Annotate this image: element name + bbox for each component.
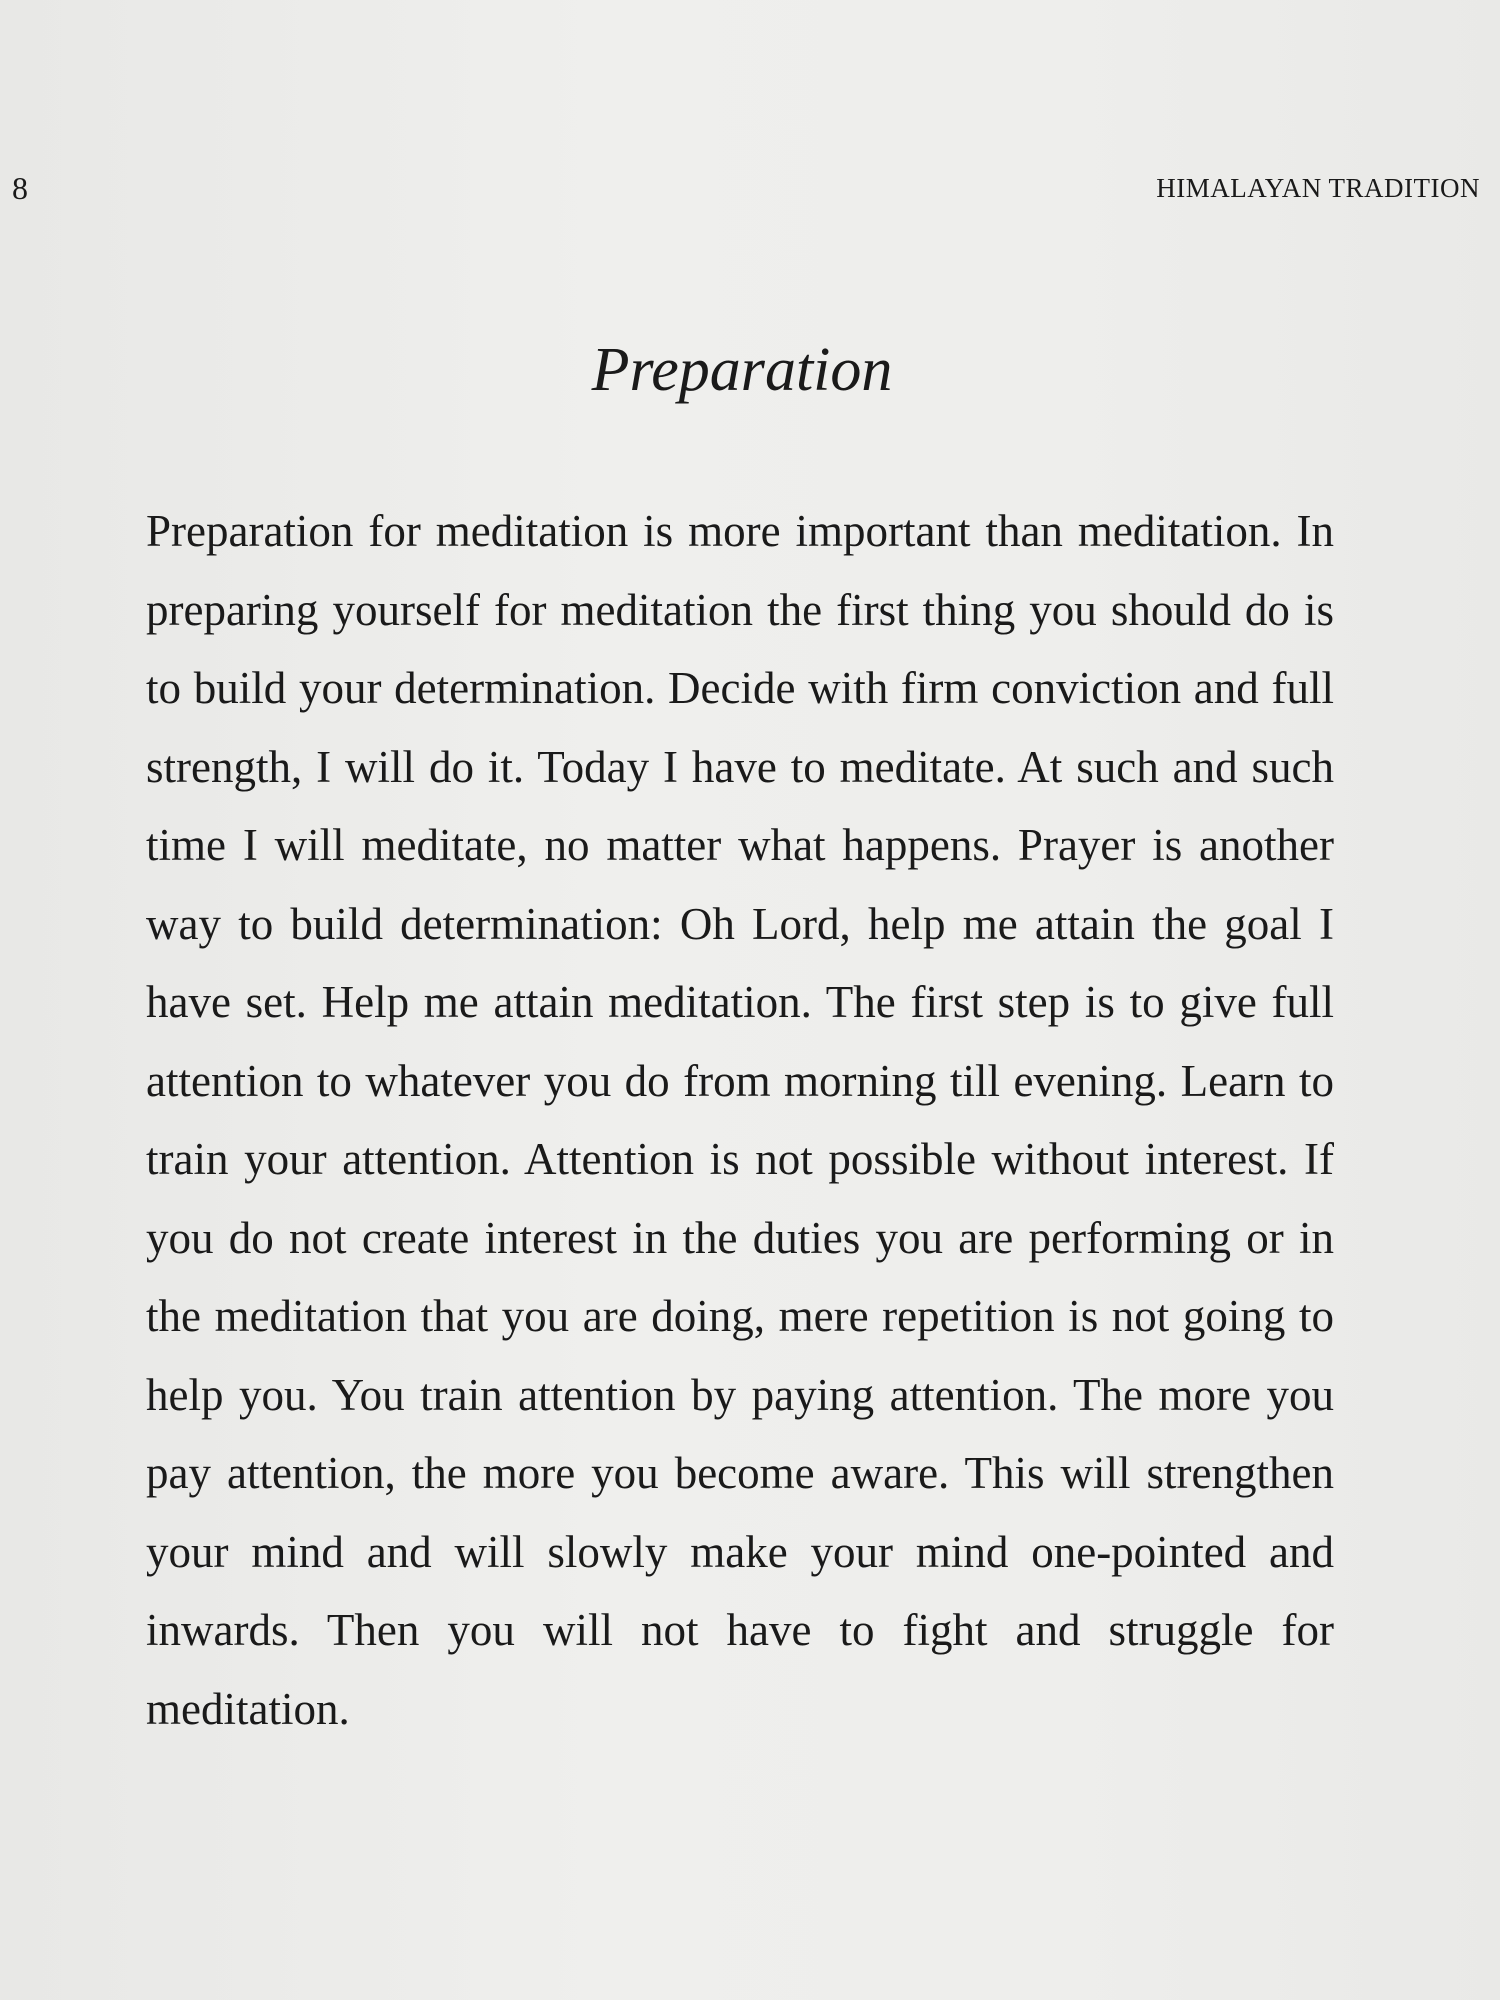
- body-paragraph: Preparation for meditation is more important than meditation. In preparing yourself for meditation the first thing you should do is to build your determination. Decide with firm conviction and full strength, I will do it. Today I have to meditate. At such and such time I will meditate, no matter what happens. Prayer is another way to build determination: Oh Lord, help me attain the goal I have set. Help me attain meditation. The first step is to give full attention to whatever you do from morning till evening. Learn to train your attention. Attention is not possible without interest. If you do not create interest in the duties you are performing or in the meditation that you are doing, mere repetition is not going to help you. You train attention by paying attention. The more you pay attention, the more you become aware. This will strengthen your mind and will slowly make your mind one-pointed and inwards. Then you will not have to fight and struggle for meditation.: [146, 506, 1334, 1734]
- chapter-title: Preparation: [591, 336, 893, 404]
- page-number: 8: [12, 170, 28, 206]
- running-head: HIMALAYAN TRADITION: [1156, 173, 1480, 203]
